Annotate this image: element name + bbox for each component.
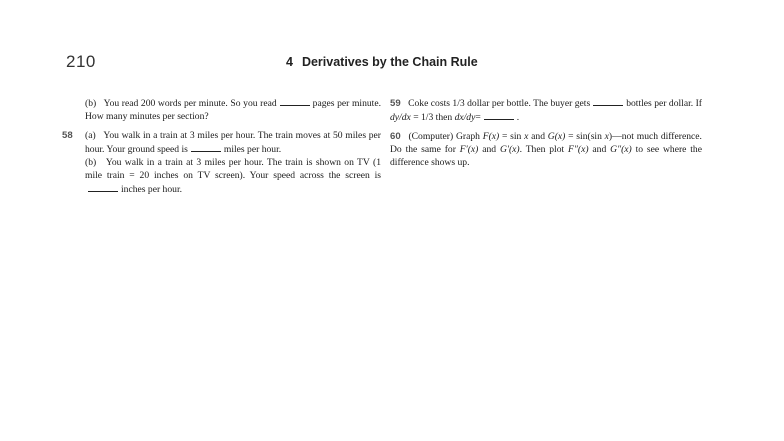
problem-text: = [475, 112, 481, 123]
problem-text: = 1/3 then [413, 112, 453, 123]
problem-text: You read 200 words per minute. So you read [103, 98, 277, 109]
part-label: (a) [85, 130, 96, 141]
problem-text: and [531, 131, 546, 142]
math-expression: F(x) [482, 131, 500, 142]
math-expression: dy/dx [390, 112, 411, 123]
running-head [286, 55, 478, 69]
problem-58 [62, 129, 381, 196]
answer-blank [280, 96, 310, 106]
part-label: (b) [85, 157, 97, 168]
answer-blank [484, 110, 514, 120]
problem-text: and [482, 144, 497, 155]
problem-59 [390, 96, 702, 124]
problem-text: . [516, 112, 520, 123]
problem-text: and [592, 144, 607, 155]
math-expression: G(x) [547, 131, 566, 142]
math-expression: F′(x) [459, 144, 479, 155]
problem-text: = sin(sin [568, 131, 602, 142]
right-column [390, 96, 702, 175]
math-expression: F″(x) [568, 144, 589, 155]
problem-text: (Computer) Graph [408, 131, 480, 142]
problem-text: . Then plot [519, 144, 565, 155]
problem-text: You walk in a train at 3 miles per hour. The train is shown on TV (1 mile train = 20 inches on TV screen). Your speed across the screen is [85, 157, 381, 181]
problem-57b [85, 96, 381, 123]
page-number: 210 [66, 52, 96, 71]
math-expression: dx/dy [454, 112, 476, 123]
problem-text: bottles per dollar. If [626, 98, 702, 109]
answer-blank [191, 142, 221, 152]
chapter-number: 4 [286, 55, 293, 69]
problem-text: miles per hour. [223, 144, 282, 155]
problem-text: inches per hour. [121, 184, 183, 195]
problem-number: 59 [390, 98, 401, 109]
math-expression: G′(x) [499, 144, 520, 155]
problem-text: )—not much difference. Do the same for [390, 131, 702, 155]
math-expression: G″(x) [610, 144, 632, 155]
part-label: (b) [85, 98, 97, 109]
answer-blank [593, 96, 623, 106]
left-column [62, 96, 382, 202]
chapter-title: Derivatives by the Chain Rule [301, 55, 478, 69]
problem-60 [390, 130, 702, 169]
math-expression: x [524, 131, 529, 142]
math-expression: x [604, 131, 609, 142]
problem-text: You walk in a train at 3 miles per hour. The train moves at 50 miles per hour. Your ground speed is [85, 130, 381, 155]
problem-text: = sin [501, 131, 522, 142]
answer-blank [88, 182, 118, 192]
problem-text: to see where the difference shows up. [390, 144, 702, 168]
problem-text: pages per minute. How many minutes per section? [85, 98, 382, 122]
problem-number: 58 [62, 130, 73, 141]
problem-text: Coke costs 1/3 dollar per bottle. The buyer gets [408, 98, 591, 109]
problem-number: 60 [390, 131, 401, 142]
